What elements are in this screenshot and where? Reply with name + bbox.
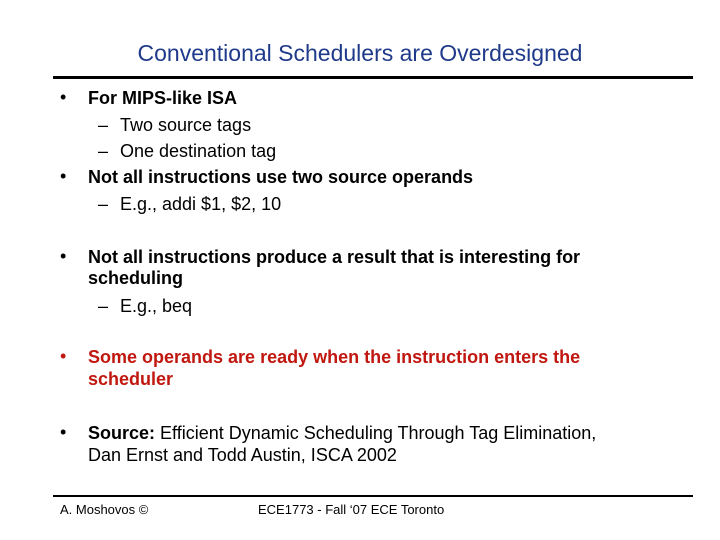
footer-divider	[53, 495, 693, 497]
sub-dash: –	[98, 141, 109, 161]
source-label: Source:	[88, 423, 156, 443]
sub-dash: –	[98, 296, 109, 316]
bullet-1-sub-2: One destination tag	[120, 141, 277, 161]
sub-dash: –	[98, 115, 109, 135]
bullet-3-line-2: scheduling	[88, 268, 184, 288]
bullet-5-line-2: Dan Ernst and Todd Austin, ISCA 2002	[88, 445, 397, 465]
bullet-glyph: •	[60, 87, 67, 107]
bullet-glyph: •	[60, 246, 67, 266]
bullet-5-line-1	[88, 422, 596, 444]
slide-title: Conventional Schedulers are Overdesigned	[137, 40, 583, 66]
bullet-1-sub-1: Two source tags	[120, 115, 252, 135]
footer-author: A. Moshovos ©	[60, 502, 149, 517]
bullet-4-line-1: Some operands are ready when the instruction enters the	[88, 347, 581, 367]
bullet-4-line-2: scheduler	[88, 369, 174, 389]
bullet-2-sub-1: E.g., addi $1, $2, 10	[120, 194, 282, 214]
bullet-glyph: •	[60, 422, 67, 442]
bullet-1-text: For MIPS-like ISA	[88, 88, 238, 108]
sub-dash: –	[98, 194, 109, 214]
bullet-3-line-1: Not all instructions produce a result that is interesting for	[88, 247, 581, 267]
bullet-3-sub-1: E.g., beq	[120, 296, 193, 316]
bullet-2-text: Not all instructions use two source operands	[88, 167, 474, 187]
title-divider	[53, 76, 693, 79]
footer-course: ECE1773 - Fall ‘07 ECE Toronto	[258, 502, 445, 517]
bullet-glyph: •	[60, 166, 67, 186]
bullet-glyph: •	[60, 346, 67, 366]
source-citation: Efficient Dynamic Scheduling Through Tag Elimination,	[160, 423, 597, 443]
